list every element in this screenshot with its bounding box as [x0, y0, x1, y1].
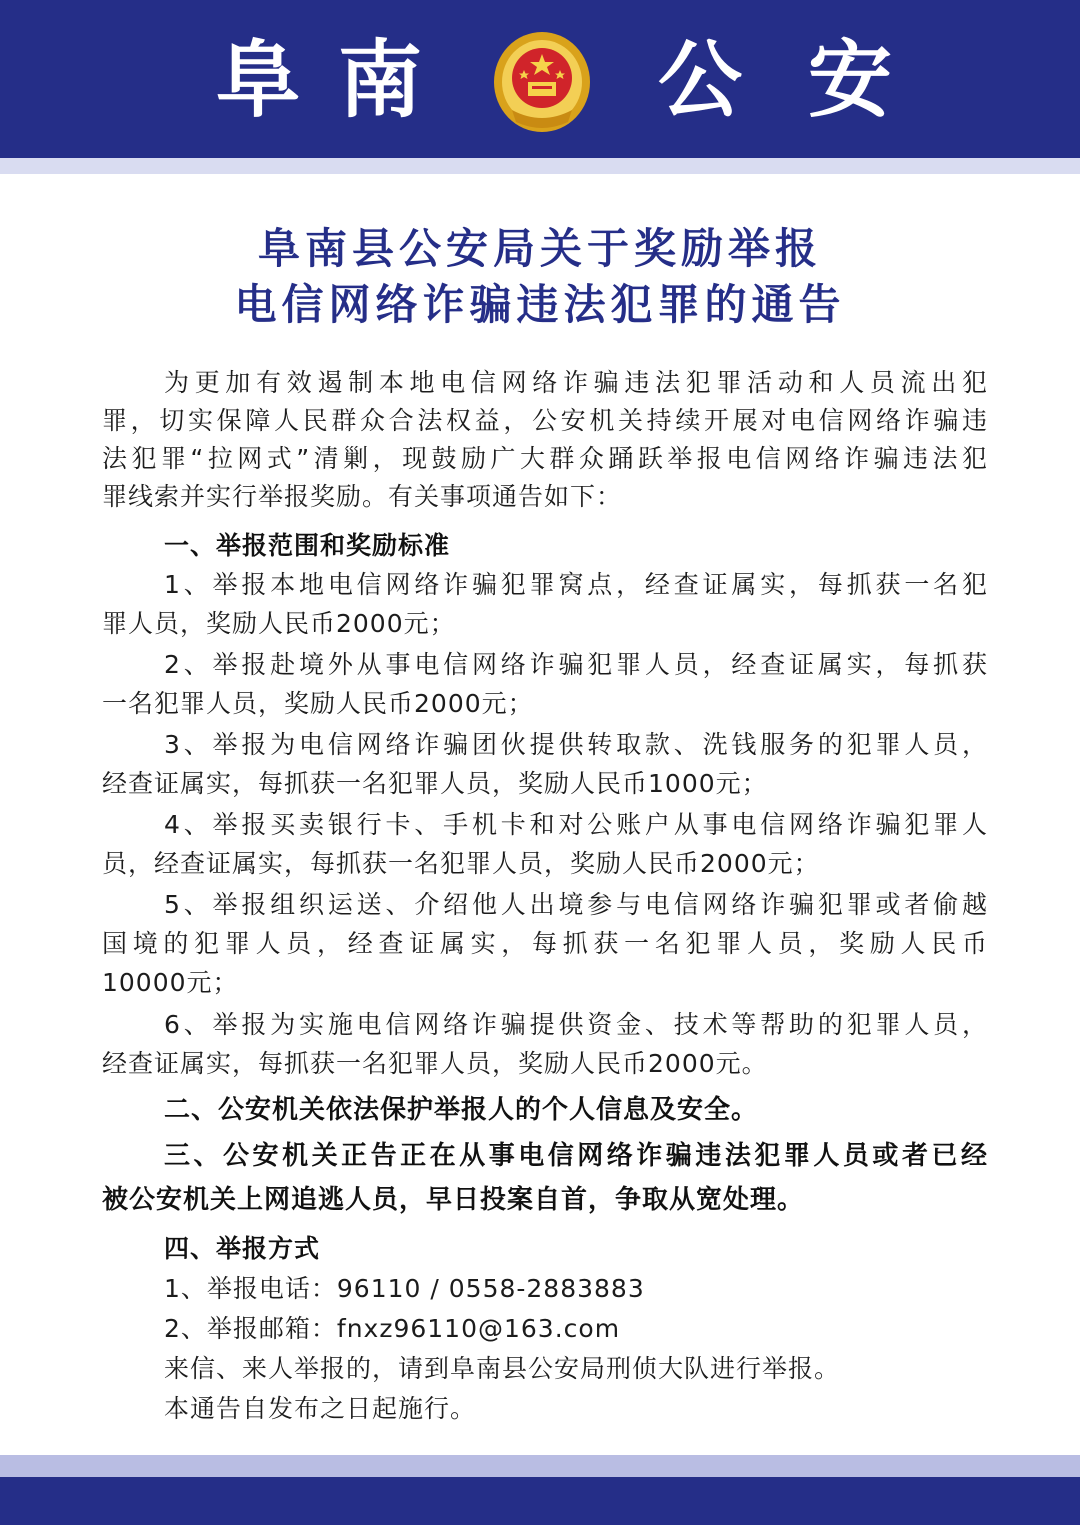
- reward-item-1: 1、举报本地电信网络诈骗犯罪窝点，经查证属实，每抓获一名犯: [164, 570, 988, 599]
- footer-stripe: [0, 1455, 1080, 1477]
- report-phone: 1、举报电话：96110 / 0558-2883883: [164, 1274, 645, 1303]
- reward-item-1-cont: 罪人员，奖励人民币2000元；: [102, 609, 456, 638]
- reward-item-3: 3、举报为电信网络诈骗团伙提供转取款、洗钱服务的犯罪人员，: [164, 730, 988, 759]
- intro-line: 罪线索并实行举报奖励。有关事项通告如下：: [102, 482, 623, 511]
- report-visit-info: 来信、来人举报的，请到阜南县公安局刑侦大队进行举报。: [164, 1354, 841, 1383]
- header-char-3: 公: [657, 31, 742, 129]
- reward-item-4: 4、举报买卖银行卡、手机卡和对公账户从事电信网络诈骗犯罪人: [164, 810, 988, 839]
- reward-item-2-cont: 一名犯罪人员，奖励人民币2000元；: [102, 689, 534, 718]
- header-char-4: 安: [807, 31, 892, 129]
- reward-item-6-cont: 经查证属实，每抓获一名犯罪人员，奖励人民币2000元。: [102, 1049, 768, 1078]
- report-email: 2、举报邮箱：fnxz96110@163.com: [164, 1314, 621, 1343]
- section-4-heading: 四、举报方式: [164, 1234, 321, 1263]
- header-char-2: 南: [337, 31, 422, 129]
- header-char-1: 阜: [215, 31, 300, 129]
- intro-line: 法犯罪“拉网式”清剿，现鼓励广大群众踊跃举报电信网络诈骗违法犯: [102, 444, 988, 473]
- section-1-heading: 一、举报范围和奖励标准: [164, 531, 451, 560]
- reward-item-2: 2、举报赴境外从事电信网络诈骗犯罪人员，经查证属实，每抓获: [164, 650, 988, 679]
- effective-date-note: 本通告自发布之日起施行。: [164, 1394, 477, 1423]
- reward-item-6: 6、举报为实施电信网络诈骗提供资金、技术等帮助的犯罪人员，: [164, 1010, 988, 1039]
- notice-title-line-1: 阜南县公安局关于奖励举报: [257, 224, 822, 273]
- intro-line: 罪，切实保障人民群众合法权益，公安机关持续开展对电信网络诈骗违: [102, 406, 988, 435]
- reward-item-3-cont: 经查证属实，每抓获一名犯罪人员，奖励人民币1000元；: [102, 769, 768, 798]
- reward-item-5-cont: 国境的犯罪人员，经查证属实，每抓获一名犯罪人员，奖励人民币: [102, 929, 988, 958]
- section-3-line: 被公安机关上网追逃人员，早日投案自首，争取从宽处理。: [102, 1185, 805, 1215]
- footer-banner: [0, 1477, 1080, 1525]
- section-3-line: 三、公安机关正告正在从事电信网络诈骗违法犯罪人员或者已经: [164, 1141, 988, 1171]
- reward-item-5-cont: 10000元；: [102, 968, 239, 997]
- reward-item-4-cont: 员，经查证属实，每抓获一名犯罪人员，奖励人民币2000元；: [102, 849, 820, 878]
- section-2-heading: 二、公安机关依法保护举报人的个人信息及安全。: [164, 1095, 759, 1125]
- police-emblem-icon: [492, 30, 592, 134]
- header-stripe: [0, 158, 1080, 174]
- notice-title-line-2: 电信网络诈骗违法犯罪的通告: [234, 280, 846, 329]
- intro-line: 为更加有效遏制本地电信网络诈骗违法犯罪活动和人员流出犯: [164, 368, 988, 397]
- reward-item-5: 5、举报组织运送、介绍他人出境参与电信网络诈骗犯罪或者偷越: [164, 890, 988, 919]
